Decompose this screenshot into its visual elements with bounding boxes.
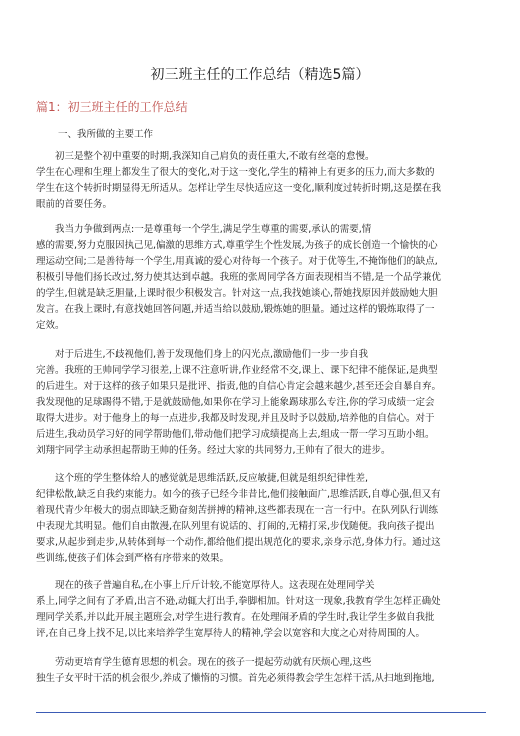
paragraph-line: 着现代青少年极大的弱点即缺乏勤奋刻苦拼搏的精神,这些都表现在一言一行中。在队列队行训练 [36, 505, 439, 516]
paragraph-line: 对于后进生,不歧视他们,善于发现他们身上的闪光点,激励他们一步一步自我 [36, 349, 369, 360]
paragraph-line: 理同学关系,并以此开展主题班会,对学生进行教育。在处理闹矛盾的学生时,我让学生多做自我批 [36, 612, 435, 623]
paragraph-line: 感的需要,努力克服因执己见,偏激的思维方式,尊重学生个性发展,为孩子的成长创造一个愉快的心 [36, 240, 438, 251]
paragraph-line: 学生在心理和生理上都发生了很大的变化,对于这一变化,学生的精神上有更多的压力,而大多数的 [36, 167, 435, 178]
paragraph-line: 纪律松散,缺乏自我约束能力。如今的孩子已经今非昔比,他们接触面广,思维活跃,自尊心强,但又有 [36, 489, 441, 500]
bottom-divider [36, 712, 486, 713]
document-title: 初三班主任的工作总结（精选5篇） [150, 67, 370, 83]
paragraph-line: 劳动更培育学生德育思想的机会。现在的孩子一提起劳动就有厌烦心理,这些 [36, 657, 372, 668]
paragraph-line: 刘翔宇同学主动承担起帮助王帅的任务。经过大家的共同努力,王帅有了很大的进步。 [36, 445, 391, 456]
paragraph [36, 149, 486, 213]
paragraph-line: 我当力争做到两点:一是尊重每一个学生,满足学生尊重的需要,承认的需要,情 [36, 224, 372, 235]
paragraph-line: 的后进生。对于这样的孩子如果只是批评、指责,他的自信心肯定会越来越少,甚至还会自暴自弃。 [36, 381, 442, 392]
paragraph-line: 完善。我班的王帅同学学习很差,上课不注意听讲,作业经常不交,课上、课下纪律不能保证,是典型 [36, 365, 438, 376]
paragraph [36, 655, 486, 687]
paragraph-line: 现在的孩子普遍自私,在小事上斤斤计较,不能宽厚待人。这表现在处理同学关 [36, 580, 375, 591]
paragraph-line: 理运动空间;二是善待每一个学生,用真诚的爱心对待每一个孩子。对于优等生,不掩饰他们的缺点, [36, 256, 438, 267]
paragraph [36, 222, 486, 334]
paragraph-line: 些训练,使孩子们体会到严格有序带来的效果。 [36, 553, 230, 564]
subheading: 一、我所做的主要工作 [58, 129, 154, 140]
paragraph-line: 定效。 [36, 320, 65, 331]
paragraph-line: 评,在自己身上找不足,以比来培养学生宽厚待人的精神,学会以宽容和大度之心对待周围的人。 [36, 628, 426, 639]
paragraph-line: 独生子女平时干活的机会很少,养成了懒惰的习惯。首先必须得教会学生怎样干活,从扫地到拖地, [36, 673, 435, 684]
paragraph [36, 471, 486, 567]
paragraph-line: 中表现尤其明显。他们自由散漫,在队列里有说话的、打闹的,无精打采,步伐随便。我向孩子提出 [36, 521, 435, 532]
paragraph-line: 要求,从起步到走步,从转体到每一个动作,都给他们提出规范化的要求,亲身示范,身体力行。通过这 [36, 537, 441, 548]
paragraph-line: 我发现他的足球踢得不错,于是就鼓励他,如果你在学习上能象踢球那么专注,你的学习成绩一定会 [36, 397, 435, 408]
paragraph-line: 初三是整个初中重要的时期,我深知自己肩负的责任重大,不敢有丝毫的怠慢。 [36, 151, 375, 162]
paragraph-line: 这个班的学生整体给人的感觉就是思维活跃,反应敏捷,但就是组织纪律性差, [36, 473, 369, 484]
paragraph-line: 眼前的首要任务。 [36, 199, 113, 210]
paragraph-line: 积极引导他们扬长改过,努力使其达到卓越。我班的张周同学各方面表现相当不错,是一个品学兼优 [36, 272, 442, 283]
paragraph-line: 后进生,我动员学习好的同学帮助他们,带动他们把学习成绩提高上去,组成一帮一学习互助小组。 [36, 429, 435, 440]
paragraph-line: 系上,同学之间有了矛盾,出言不逊,动辄大打出手,拳脚相加。针对这一现象,我教育学生怎样正确处 [36, 596, 441, 607]
paragraph-line: 发言。在我上课时,有意找她回答问题,并适当给以鼓励,锻炼她的胆量。通过这样的锻炼取得了一 [36, 304, 435, 315]
paragraph-line: 的学生,但就是缺乏胆量,上课时很少积极发言。针对这一点,我找她谈心,帮她找原因并鼓励她大胆 [36, 288, 438, 299]
paragraph [36, 578, 486, 642]
paragraph-line: 取得大进步。对于他身上的每一点进步,我都及时发现,并且及时予以鼓励,培养他的自信心。对于 [36, 413, 435, 424]
paragraph [36, 347, 486, 459]
section-title: 篇1：初三班主任的工作总结 [36, 100, 188, 114]
paragraph-line: 学生在这个转折时期显得无所适从。怎样让学生尽快适应这一变化,顺利度过转折时期,这是摆在我 [36, 183, 442, 194]
